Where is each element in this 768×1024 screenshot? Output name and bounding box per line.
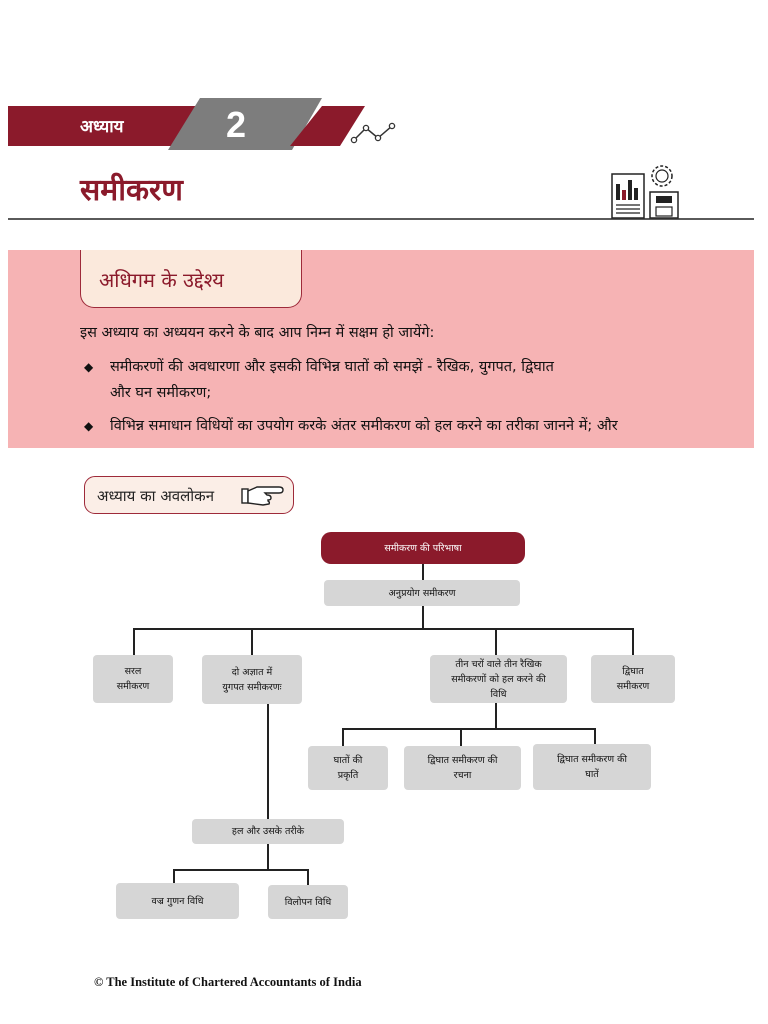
node-elimination-method: विलोपन विधि [268,885,348,919]
connector-line [495,703,497,729]
pointing-hand-icon [241,483,285,507]
connector-line [133,628,135,655]
bullet-icon: ◆ [84,419,94,433]
copyright-footer: © The Institute of Chartered Accountants of India [94,975,362,989]
node-formation-quadratic: द्विघात समीकरण की रचना [404,746,521,790]
connector-line [307,869,309,885]
connector-line [495,628,497,655]
node-quadratic-equations: द्विघात समीकरण [591,655,675,703]
connector-line [267,844,269,870]
connector-line [632,628,634,655]
node-roots-quadratic: द्विघात समीकरण की घातें [533,744,651,790]
connector-line [173,869,175,883]
node-nature-of-roots: घातों की प्रकृति [308,746,388,790]
node-simultaneous-equations: दो अज्ञात में युगपत समीकरणः [202,655,302,704]
node-three-variable-method: तीन चरों वाले तीन रैखिक समीकरणों को हल करने की विधि [430,655,567,703]
objective-item: विभिन्न समाधान विधियों का उपयोग करके अंतर समीकरण को हल करने का तरीका जानने में; और [110,418,618,434]
chapter-overview-label: अध्याय का अवलोकन [84,476,294,514]
chapter-label: अध्याय [80,117,124,137]
objectives-intro: इस अध्याय का अध्ययन करने के बाद आप निम्न में सक्षम हो जायेंगे: [80,325,435,341]
connector-line [267,704,269,819]
connector-line [342,728,344,746]
bullet-icon: ◆ [84,360,94,374]
connector-line [460,728,462,746]
report-document-icon [610,162,684,222]
node-cross-multiplication: वज्र गुणन विधि [116,883,239,919]
trend-line-icon [350,120,398,146]
connector-line [133,628,633,630]
connector-line [251,628,253,655]
chapter-number: 2 [226,104,247,145]
connector-line [422,564,424,580]
node-definition: समीकरण की परिभाषा [321,532,525,564]
chapter-title: समीकरण [80,173,183,208]
node-solution-methods: हल और उसके तरीके [192,819,344,844]
connector-line [342,728,595,730]
objectives-heading-box [80,250,302,308]
objective-item: समीकरणों की अवधारणा और इसकी विभिन्न घातों को समझें - रैखिक, युगपत, द्विघात और घन समीकरण; [110,359,554,401]
connector-line [173,869,308,871]
node-applied-equations: अनुप्रयोग समीकरण [324,580,520,606]
node-simple-equations: सरल समीकरण [93,655,173,703]
objectives-heading: अधिगम के उद्देश्य [99,268,224,292]
connector-line [422,606,424,629]
